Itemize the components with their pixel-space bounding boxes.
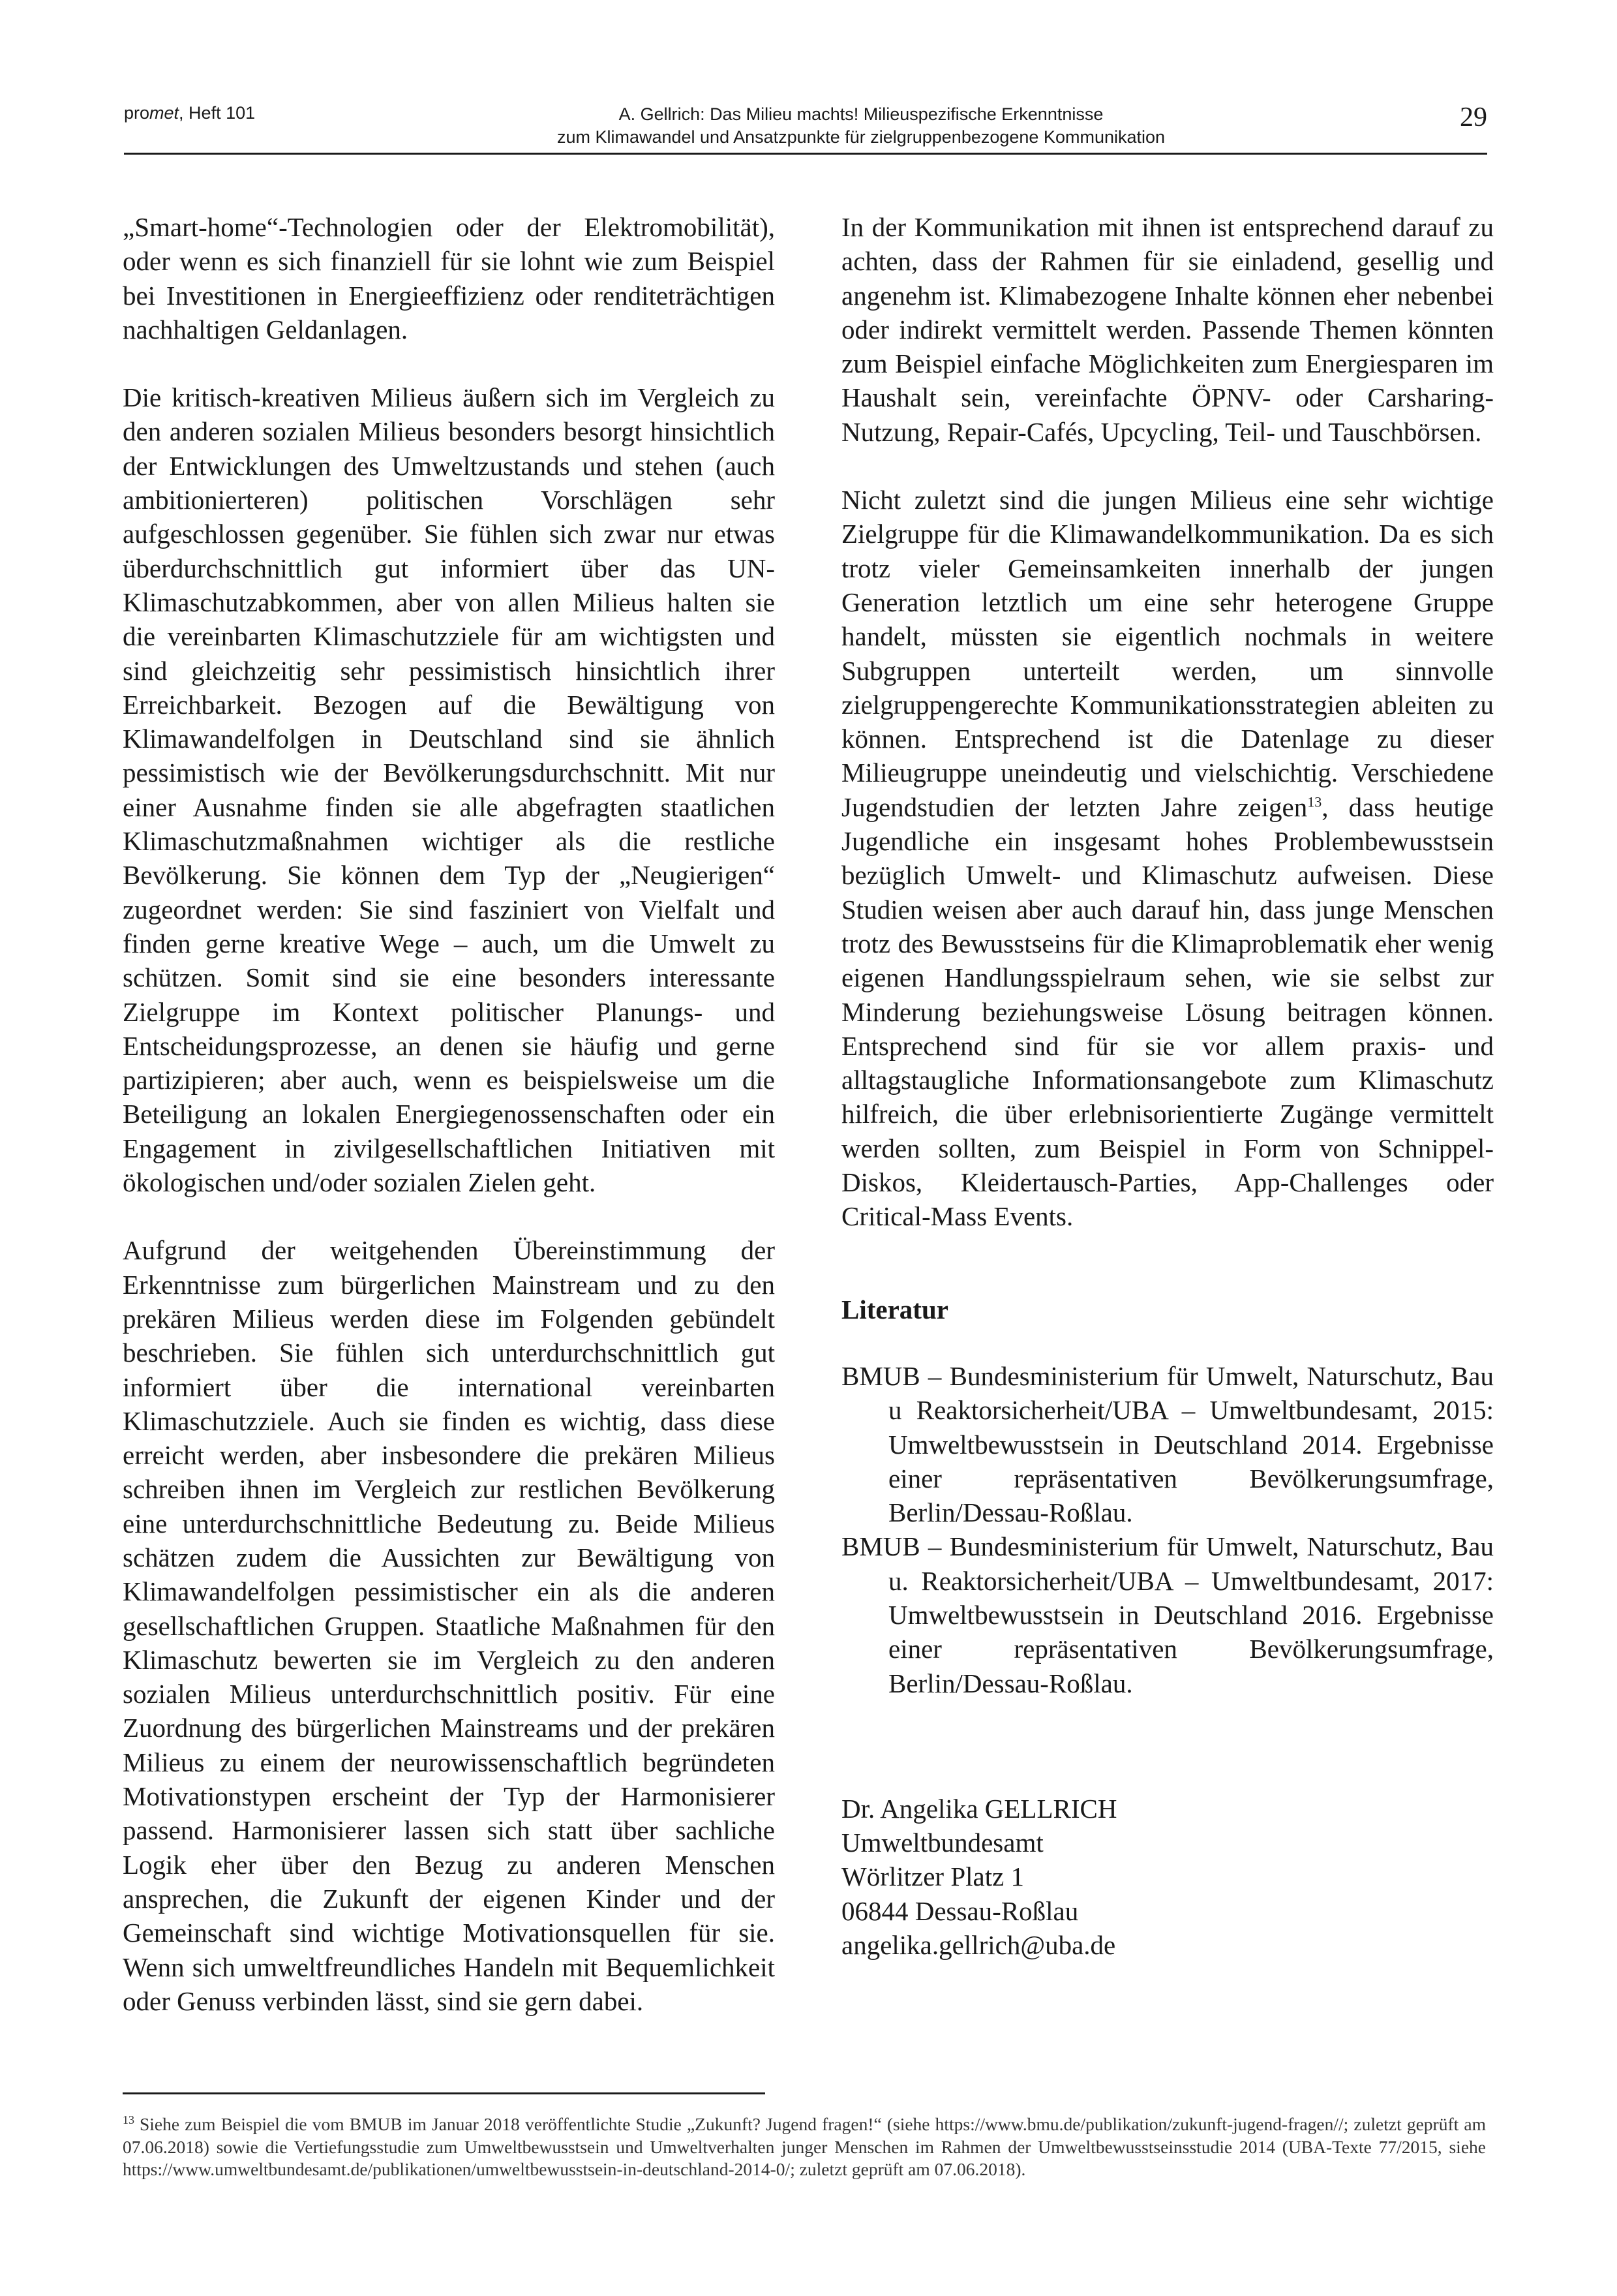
- page-number: 29: [1460, 102, 1487, 132]
- reference-entry: BMUB – Bundesministerium für Umwelt, Naturschutz, Bau u. Reaktorsicherheit/UBA – Umweltbundesamt, 2017: Umweltbewusstsein in Deutschland 2016. Ergebnisse einer repräsentativen Bevölkerungsumfrage, Berlin/Dessau-Roßlau.: [841, 1531, 1494, 1698]
- header-rule: [124, 153, 1487, 155]
- author-address: [841, 1792, 1494, 1962]
- paragraph: Aufgrund der weitgehenden Übereinstimmung der Erkenntnisse zum bürgerlichen Mainstream und zu den prekären Milieus werden diese im Folgenden gebündelt beschrieben. Sie fühlen sich unterdurchschnittlich gut informiert über die international vereinbarten Klimaschutzziele. Auch sie finden es wichtig, dass diese erreicht werden, aber insbesondere die prekären Milieus schreiben ihnen im Vergleich zur restlichen Bevölkerung eine unterdurchschnittliche Bedeutung zu. Beide Milieus schätzen zudem die Aussichten zur Bewältigung von Klimawandelfolgen pessimistischer ein als die anderen gesellschaftlichen Gruppen. Staatliche Maßnahmen für den Klimaschutz bewerten sie im Vergleich zu den anderen sozialen Milieus unterdurchschnittlich positiv. Für eine Zuordnung des bürgerlichen Mainstreams und der prekären Milieus zu einem der neurowissenschaftlich begründeten Motivationstypen erscheint der Typ der Harmonisierer passend. Harmonisierer lassen sich statt über sachliche Logik eher über den Bezug zu anderen Menschen ansprechen, die Zukunft der eigenen Kinder und der Gemeinschaft sind wichtige Motivationsquellen für sie. Wenn sich umweltfreundliches Handeln mit Bequemlichkeit oder Genuss verbinden lässt, sind sie gern dabei.: [123, 1235, 775, 2016]
- author-city: 06844 Dessau-Roßlau: [841, 1895, 1079, 1926]
- author-name: Dr. Angelika GELLRICH: [841, 1793, 1117, 1824]
- paragraph: Nicht zuletzt sind die jungen Milieus eine sehr wichtige Zielgruppe für die Klimawandelkommunikation. Da es sich trotz vieler Gemeinsamkeiten innerhalb der jungen Generation letztlich um eine sehr heterogene Gruppe handelt, müssten sie eigentlich nochmals in weitere Subgruppen unterteilt werden, um sinnvolle zielgruppengerechte Kommunikationsstrategien ableiten zu können. Entsprechend ist die Datenlage zu dieser Milieugruppe uneindeutig und vielschichtig. Verschiedene Jugendstudien der letzten Jahre zeigen$^{13}$, dass heutige Jugendliche ein insgesamt hohes Problembewusstsein bezüglich Umwelt- und Klimaschutz aufweisen. Diese Studien weisen aber auch darauf hin, dass junge Menschen trotz des Bewusstseins für die Klimaproblematik eher wenig eigenen Handlungsspielraum sehen, wie sie selbst zur Minderung beziehungsweise Lösung beitragen können. Entsprechend sind für sie vor allem praxis- und alltagstaugliche Informationsangebote zum Klimaschutz hilfreich, die über erlebnisorientierte Zugänge vermittelt werden sollten, zum Beispiel in Form von Schnippel-Diskos, Kleidertausch-Parties, App-Challenges oder Critical-Mass Events.: [841, 485, 1494, 1232]
- right-column: [841, 210, 1494, 1962]
- reference-entry: BMUB – Bundesministerium für Umwelt, Naturschutz, Bau u Reaktorsicherheit/UBA – Umweltbundesamt, 2015: Umweltbewusstsein in Deutschland 2014. Ergebnisse einer repräsentativen Bevölkerungsumfrage, Berlin/Dessau-Roßlau.: [841, 1360, 1494, 1528]
- footnote-reference[interactable]: 13: [1307, 793, 1322, 810]
- paragraph: In der Kommunikation mit ihnen ist entsprechend darauf zu achten, dass der Rahmen für sie einladend, gesellig und angenehm ist. Klimabezogene Inhalte können eher nebenbei oder indirekt vermittelt werden. Passende Themen könnten zum Beispiel einfache Möglichkeiten zum Energiesparen im Haushalt sein, vereinfachte ÖPNV- oder Carsharing-Nutzung, Repair-Cafés, Upcycling, Teil- und Tauschbörsen.: [841, 212, 1494, 447]
- left-column: [123, 210, 775, 2018]
- journal-name: promet, Heft 101: [124, 103, 256, 123]
- paragraph: Die kritisch-kreativen Milieus äußern sich im Vergleich zu den anderen sozialen Milieus besonders besorgt hinsichtlich der Entwicklungen des Umweltzustands und stehen (auch ambitionierteren) politischen Vorschlägen sehr aufgeschlossen gegenüber. Sie fühlen sich zwar nur etwas überdurchschnittlich gut informiert über das UN-Klimaschutzabkommen, aber von allen Milieus halten sie die vereinbarten Klimaschutzziele für am wichtigsten und sind gleichzeitig sehr pessimistisch hinsichtlich ihrer Erreichbarkeit. Bezogen auf die Bewältigung von Klimawandelfolgen in Deutschland sind sie ähnlich pessimistisch wie der Bevölkerungsdurchschnitt. Mit nur einer Ausnahme finden sie alle abgefragten staatlichen Klimaschutzmaßnahmen wichtiger als die restliche Bevölkerung. Sie können dem Typ der „Neugierigen“ zugeordnet werden: Sie sind fasziniert von Vielfalt und finden gerne kreative Wege – auch, um die Umwelt zu schützen. Somit sind sie eine besonders interessante Zielgruppe im Kontext politischer Planungs- und Entscheidungsprozesse, an denen sie häufig und gerne partizipieren; aber auch, wenn es beispielsweise um die Beteiligung an lokalen Energiegenossenschaften oder ein Engagement in zivilgesellschaftlichen Initiativen mit ökologischen und/oder sozialen Zielen geht.: [123, 382, 775, 1198]
- footnote: [123, 2109, 1486, 2181]
- page-header: [124, 98, 1487, 153]
- author-street: Wörlitzer Platz 1: [841, 1861, 1025, 1892]
- literature-heading: Literatur: [841, 1294, 948, 1324]
- footnote-rule: [123, 2092, 765, 2094]
- running-title-line1: A. Gellrich: Das Milieu machts! Milieuspezifische Erkenntnisse: [618, 104, 1104, 124]
- author-organization: Umweltbundesamt: [841, 1828, 1044, 1858]
- footnote-text: Siehe zum Beispiel die vom BMUB im Januar 2018 veröffentlichte Studie „Zukunft? Jugend fragen!“ (siehe https://www.bmu.de/publikation/zukunft-jugend-fragen//; zuletzt geprüft am 07.06.2018) sowie die Vertiefungsstudie zum Umweltbewusstsein und Umweltverhalten junger Menschen im Rahmen der Umweltbewusstseinsstudie 2014 (UBA-Texte 77/2015, siehe https://www.umweltbundesamt.de/publikationen/umweltbewusstsein-in-deutschland-2014-0/; zuletzt geprüft am 07.06.2018).: [123, 2114, 1486, 2180]
- footnote-number: 13: [123, 2113, 134, 2126]
- running-title: [463, 103, 1259, 149]
- running-title-line2: zum Klimawandel und Ansatzpunkte für zielgruppenbezogene Kommunikation: [556, 127, 1166, 147]
- author-email[interactable]: angelika.gellrich@uba.de: [841, 1930, 1116, 1961]
- paragraph: „Smart-home“-Technologien oder der Elektromobilität), oder wenn es sich finanziell für sie lohnt wie zum Beispiel bei Investitionen in Energieeffizienz oder renditeträchtigen nachhaltigen Geldanlagen.: [123, 212, 775, 344]
